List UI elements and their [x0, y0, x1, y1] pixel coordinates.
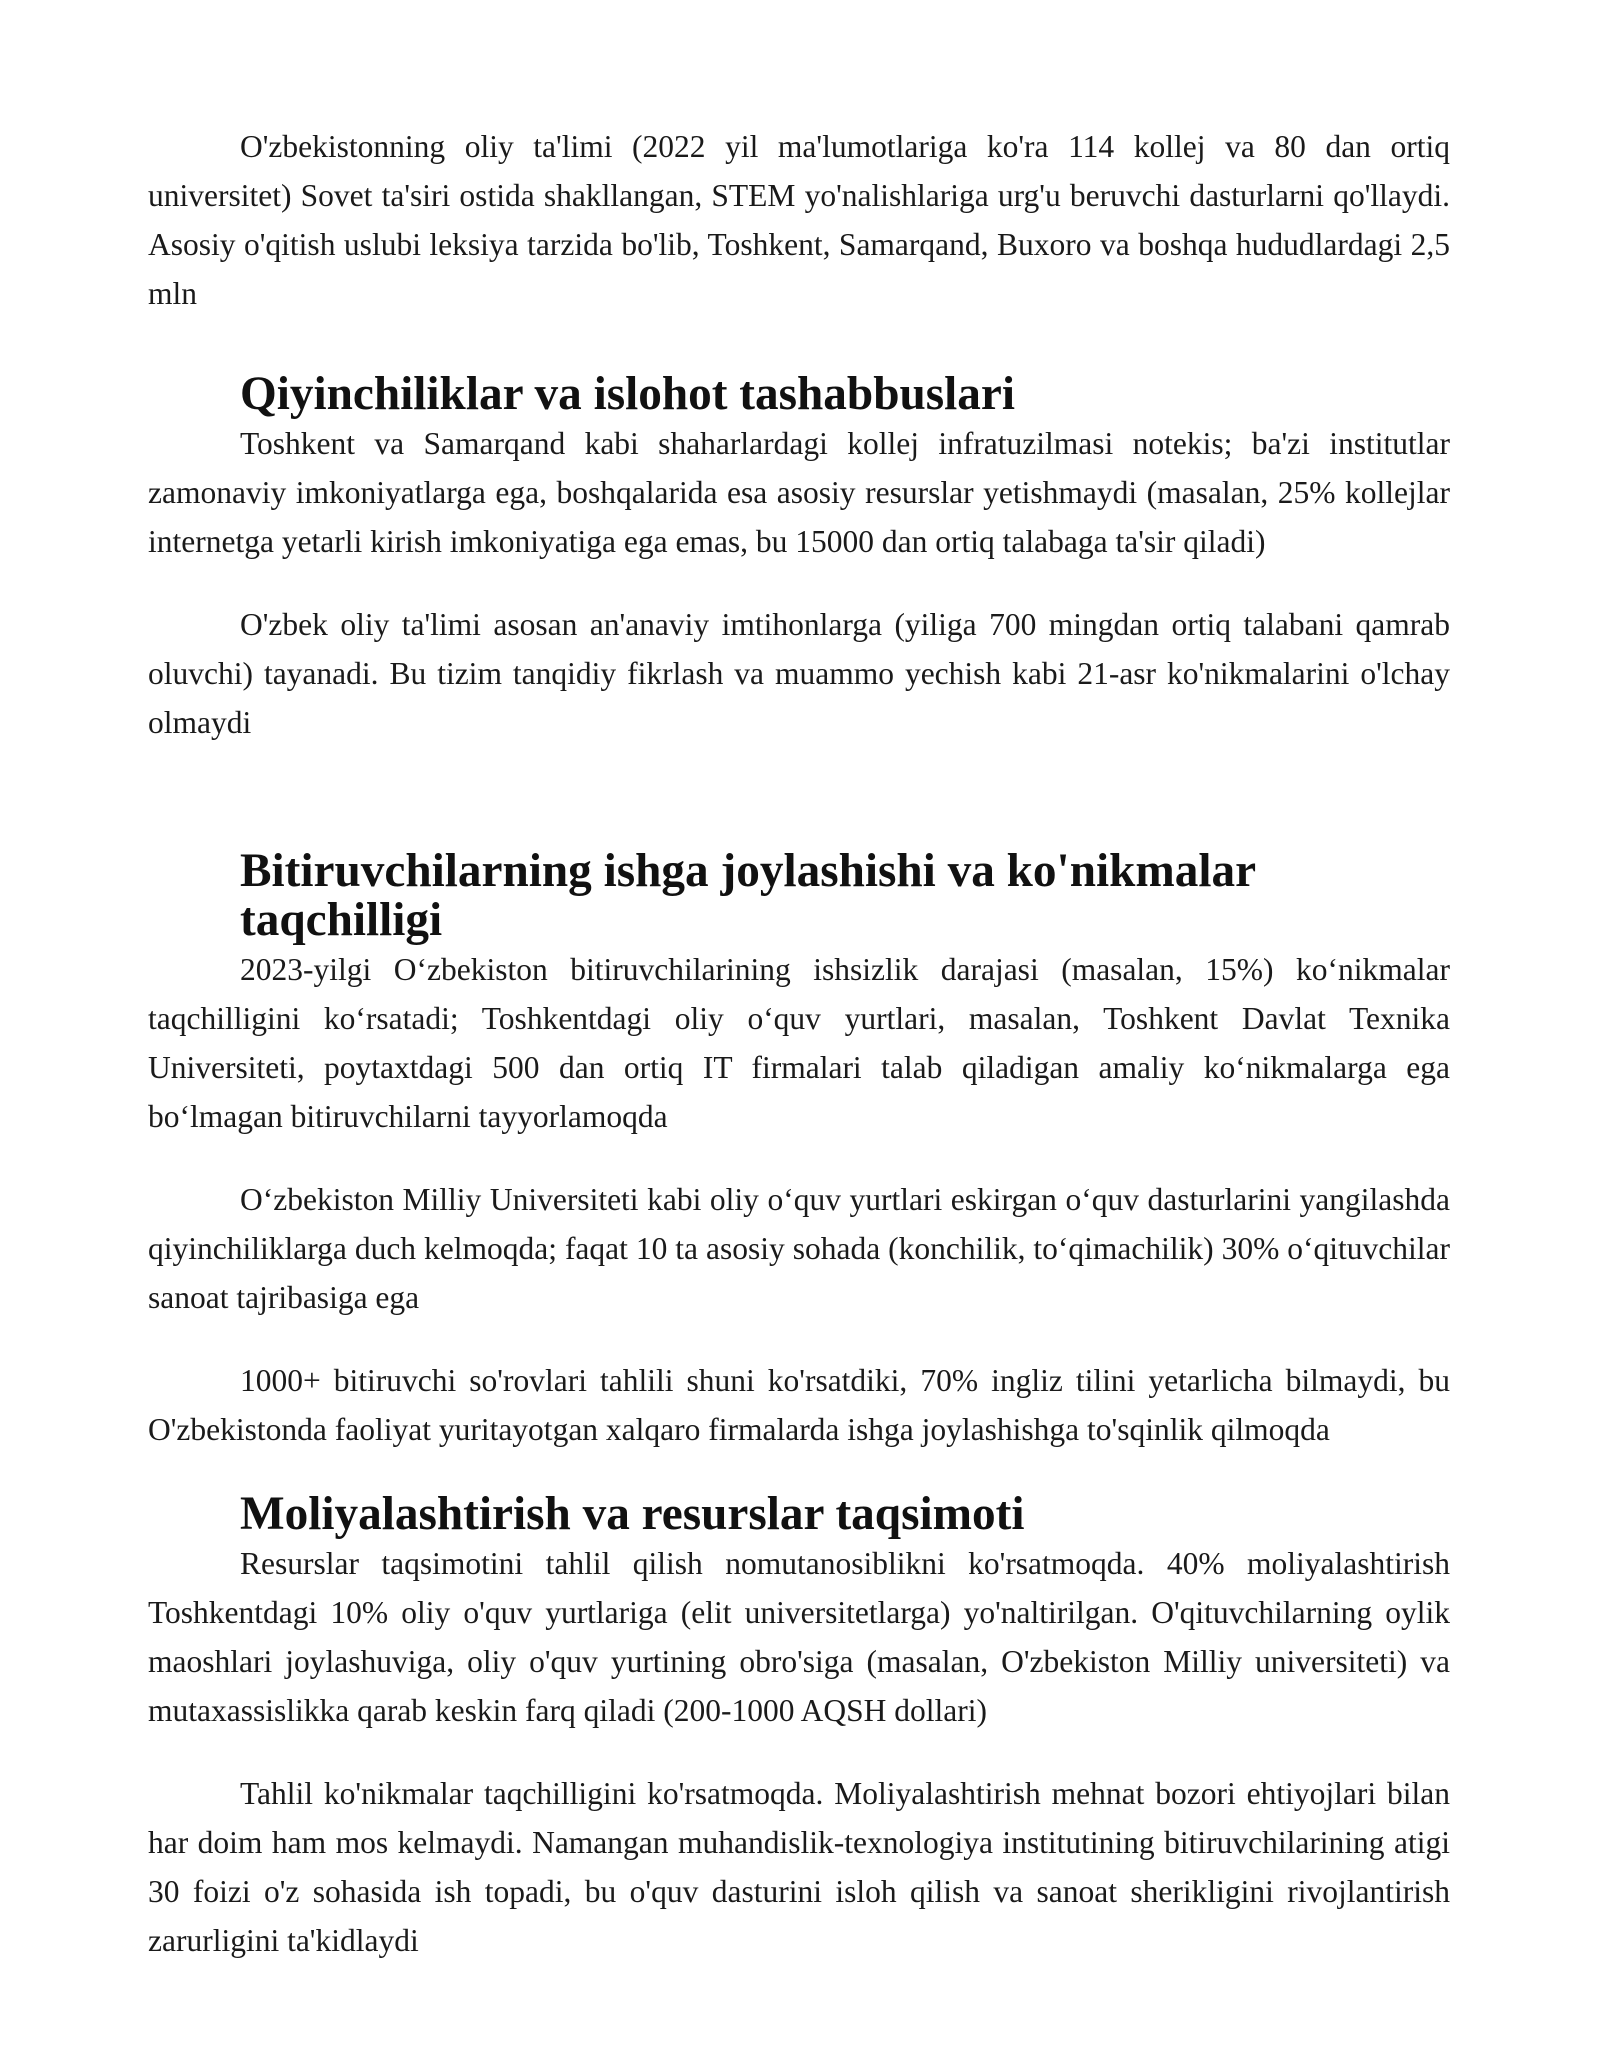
- document-page: [148, 122, 1450, 1965]
- spacer: [148, 1322, 1450, 1356]
- spacer: [148, 747, 1450, 847]
- paragraph-skills-gap: Tahlil ko'nikmalar taqchilligini ko'rsatmoqda. Moliyalashtirish mehnat bozori ehtiyojlari bilan har doim ham mos kelmaydi. Namangan muhandislik-texnologiya institutining bitiruvchilarining atigi 30 foizi o'z sohasida ish topadi, bu o'quv dasturini isloh qilish va sanoat sherikligini rivojlantirish zarurligini ta'kidlaydi: [148, 1776, 1450, 1958]
- section-heading-funding: Moliyalashtirish va resurslar taqsimoti: [240, 1488, 1025, 1540]
- spacer: [148, 318, 1450, 370]
- paragraph-exams: O'zbek oliy ta'limi asosan an'anaviy imtihonlarga (yiliga 700 mingdan ortiq talabani qamrab oluvchi) tayanadi. Bu tizim tanqidiy fikrlash va muammo yechish kabi 21-asr ko'nikmalarini o'lchay olmaydi: [148, 607, 1450, 740]
- paragraph-resource-allocation: Resurslar taqsimotini tahlil qilish nomutanosiblikni ko'rsatmoqda. 40% moliyalashtirish Toshkentdagi 10% oliy o'quv yurtlariga (elit universitetlarga) yo'naltirilgan. O'qituvchilarning oylik maoshlari joylashuviga, oliy o'quv yurtining obro'siga (masalan, O'zbekiston Milliy universiteti) va mutaxassislikka qarab keskin farq qiladi (200-1000 AQSH dollari): [148, 1546, 1450, 1728]
- paragraph-infrastructure: Toshkent va Samarqand kabi shaharlardagi kollej infratuzilmasi notekis; ba'zi institutlar zamonaviy imkoniyatlarga ega, boshqalarida esa asosiy resurslar yetishmaydi (masalan, 25% kollejlar internetga yetarli kirish imkoniyatiga ega emas, bu 15000 dan ortiq talabaga ta'sir qiladi): [148, 426, 1450, 559]
- spacer: [148, 1735, 1450, 1769]
- paragraph-curricula: O‘zbekiston Milliy Universiteti kabi oliy o‘quv yurtlari eskirgan o‘quv dasturlarini yangilashda qiyinchiliklarga duch kelmoqda; faqat 10 ta asosiy sohada (konchilik, to‘qimachilik) 30% o‘qituvchilar sanoat tajribasiga ega: [148, 1182, 1450, 1315]
- section-heading-challenges: Qiyinchiliklar va islohot tashabbuslari: [240, 368, 1016, 420]
- section-heading-employment: Bitiruvchilarning ishga joylashishi va ko'nikmalar taqchilligi: [240, 845, 1256, 946]
- spacer: [148, 1141, 1450, 1175]
- spacer: [148, 566, 1450, 600]
- spacer: [148, 1454, 1450, 1490]
- paragraph-intro: O'zbekistonning oliy ta'limi (2022 yil ma'lumotlariga ko'ra 114 kollej va 80 dan ortiq universitet) Sovet ta'siri ostida shakllangan, STEM yo'nalishlariga urg'u beruvchi dasturlarni qo'llaydi. Asosiy o'qitish uslubi leksiya tarzida bo'lib, Toshkent, Samarqand, Buxoro va boshqa hududlardagi 2,5 mln: [148, 129, 1450, 311]
- paragraph-unemployment: 2023-yilgi O‘zbekiston bitiruvchilarining ishsizlik darajasi (masalan, 15%) ko‘nikmalar taqchilligini ko‘rsatadi; Toshkentdagi oliy o‘quv yurtlari, masalan, Toshkent Davlat Texnika Universiteti, poytaxtdagi 500 dan ortiq IT firmalari talab qiladigan amaliy ko‘nikmalarga ega bo‘lmagan bitiruvchilarni tayyorlamoqda: [148, 952, 1450, 1134]
- paragraph-english-survey: 1000+ bitiruvchi so'rovlari tahlili shuni ko'rsatdiki, 70% ingliz tilini yetarlicha bilmaydi, bu O'zbekistonda faoliyat yuritayotgan xalqaro firmalarda ishga joylashishga to'sqinlik qilmoqda: [148, 1363, 1450, 1447]
